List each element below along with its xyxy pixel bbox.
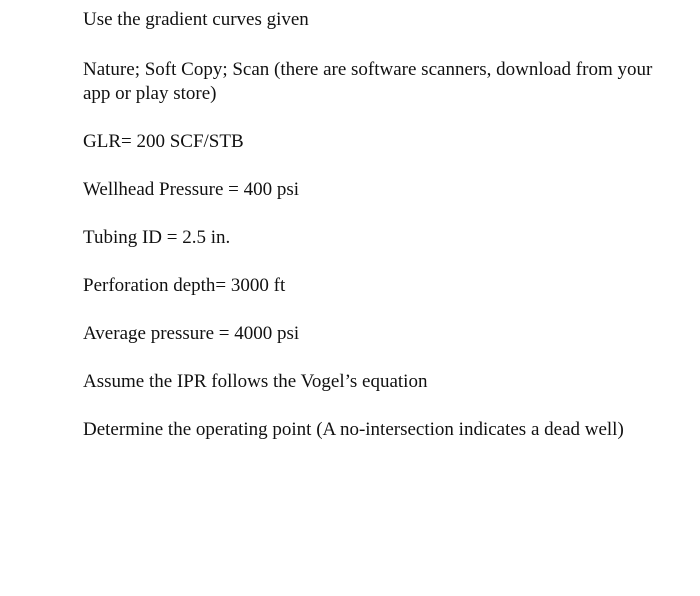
instruction-submission-nature: Nature; Soft Copy; Scan (there are software scanners, download from your app or play store) [83,59,653,104]
assumption-ipr-vogel: Assume the IPR follows the Vogel’s equation [83,371,428,392]
instruction-gradient-curves: Use the gradient curves given [83,9,309,30]
given-tubing-id: Tubing ID = 2.5 in. [83,227,231,248]
task-operating-point: Determine the operating point (A no-intersection indicates a dead well) [83,419,624,440]
given-glr: GLR= 200 SCF/STB [83,131,244,152]
given-perforation-depth: Perforation depth= 3000 ft [83,275,286,296]
given-average-pressure: Average pressure = 4000 psi [83,323,300,344]
given-wellhead-pressure: Wellhead Pressure = 400 psi [83,179,300,200]
